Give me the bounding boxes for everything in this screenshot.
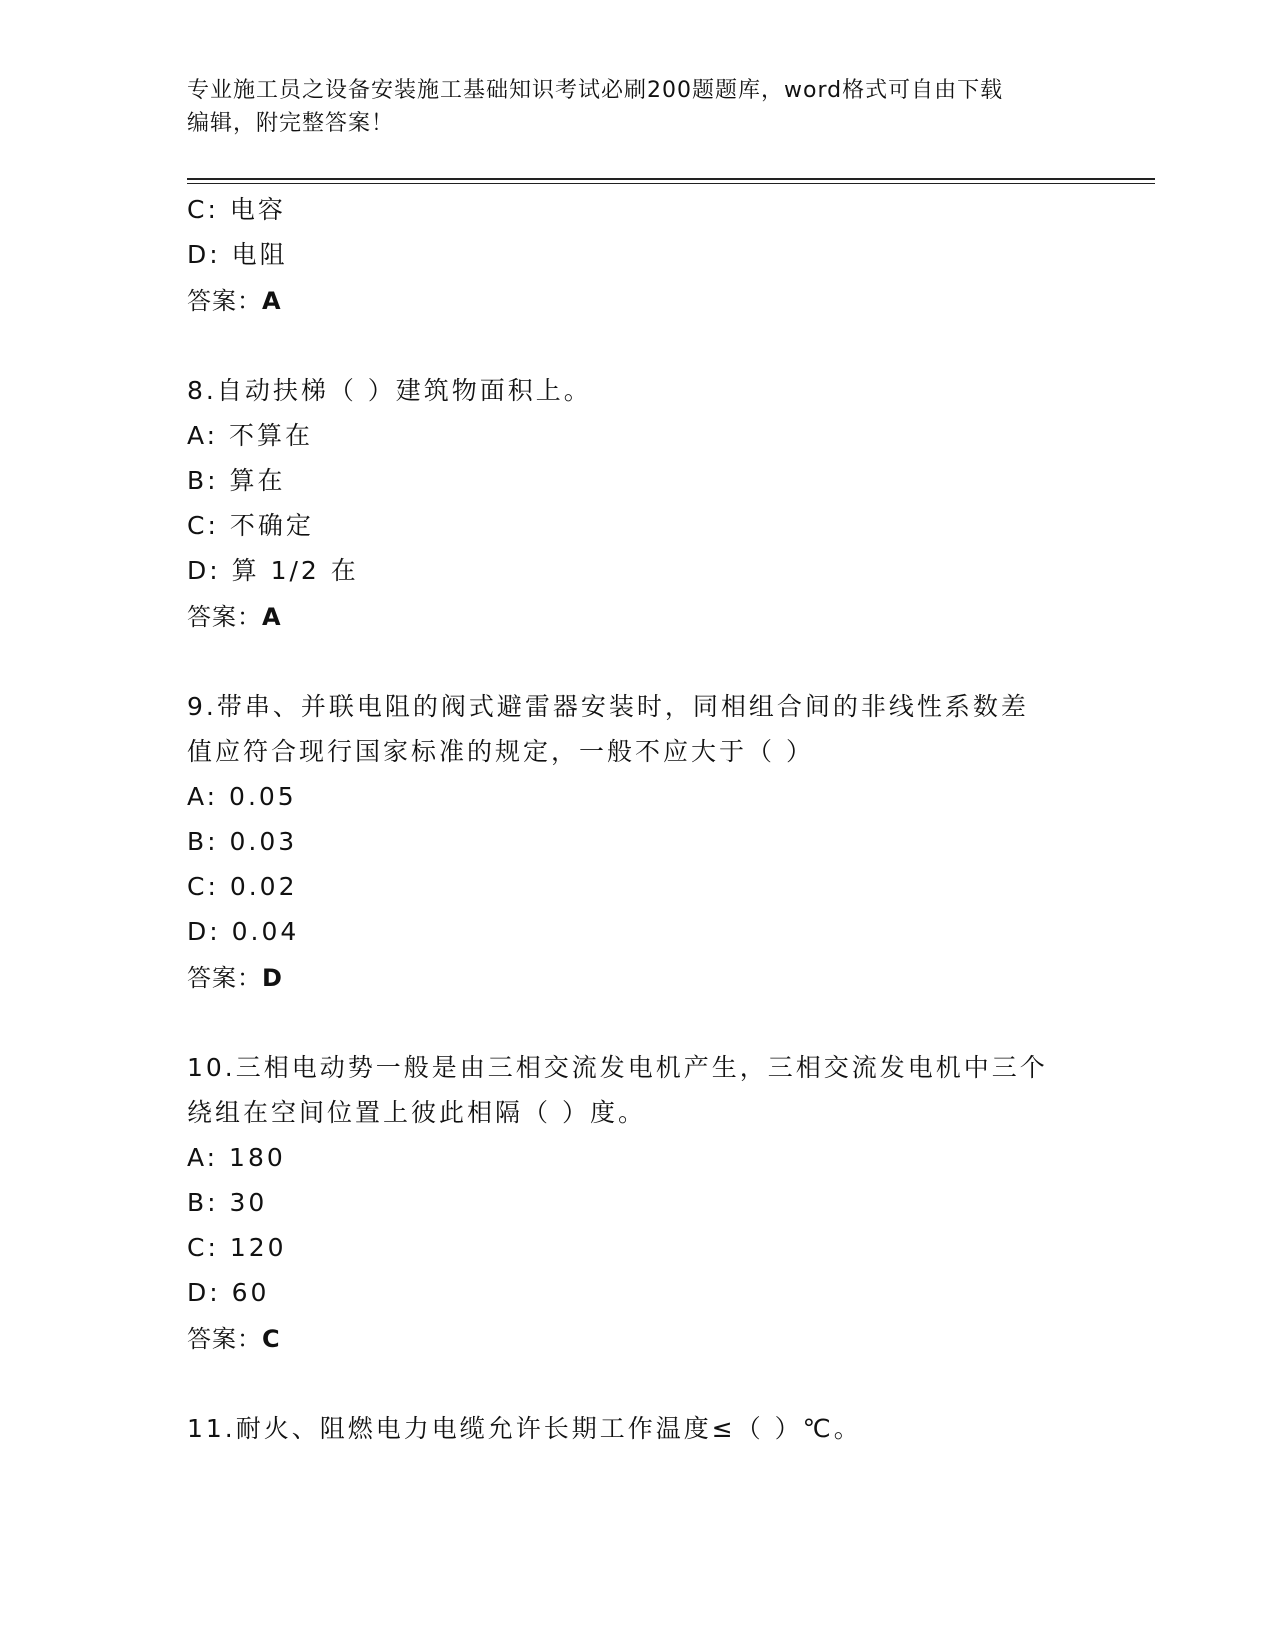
- q9-stem-line-2: 值应符合现行国家标准的规定，一般不应大于（ ）: [187, 737, 814, 766]
- header-divider-thick: [187, 178, 1155, 180]
- q8-option-c: C: 不确定: [187, 511, 314, 540]
- answer-label: 答案：: [187, 603, 262, 631]
- q9-answer: [187, 961, 283, 995]
- q10-option-a: A: 180: [187, 1143, 286, 1172]
- header-divider-thin: [187, 183, 1155, 184]
- q8-stem: 8.自动扶梯（ ）建筑物面积上。: [187, 376, 592, 405]
- q8-answer: [187, 600, 282, 634]
- answer-value: A: [262, 603, 282, 631]
- q10-option-c: C: 120: [187, 1233, 287, 1262]
- answer-label: 答案：: [187, 1325, 262, 1353]
- q9-option-c: C: 0.02: [187, 872, 298, 901]
- answer-value: C: [262, 1325, 281, 1353]
- q10-stem-line-2: 绕组在空间位置上彼此相隔（ ）度。: [187, 1098, 646, 1127]
- header-title-line-2: 编辑，附完整答案！: [187, 111, 395, 136]
- q9-stem-line-1: 9.带串、并联电阻的阀式避雷器安装时，同相组合间的非线性系数差: [187, 692, 1029, 721]
- q9-option-b: B: 0.03: [187, 827, 298, 856]
- q8-option-d: D: 算 1/2 在: [187, 556, 359, 585]
- q10-stem-line-1: 10.三相电动势一般是由三相交流发电机产生，三相交流发电机中三个: [187, 1053, 1048, 1082]
- answer-value: A: [262, 287, 282, 315]
- q8-option-a: A: 不算在: [187, 421, 314, 450]
- answer-label: 答案：: [187, 964, 262, 992]
- q8-option-b: B: 算在: [187, 466, 286, 495]
- answer-value: D: [262, 964, 283, 992]
- prev-question-option-d: D: 电阻: [187, 240, 288, 269]
- q10-answer: [187, 1322, 281, 1356]
- q9-option-a: A: 0.05: [187, 782, 297, 811]
- prev-question-answer: [187, 284, 282, 318]
- prev-question-option-c: C: 电容: [187, 195, 286, 224]
- q10-option-b: B: 30: [187, 1188, 268, 1217]
- page-header: [187, 74, 1087, 140]
- q9-option-d: D: 0.04: [187, 917, 300, 946]
- q11-stem: 11.耐火、阻燃电力电缆允许长期工作温度≤（ ）℃。: [187, 1414, 862, 1443]
- q10-option-d: D: 60: [187, 1278, 270, 1307]
- header-title-line-1: 专业施工员之设备安装施工基础知识考试必刷200题题库，word格式可自由下载: [187, 78, 1004, 103]
- answer-label: 答案：: [187, 287, 262, 315]
